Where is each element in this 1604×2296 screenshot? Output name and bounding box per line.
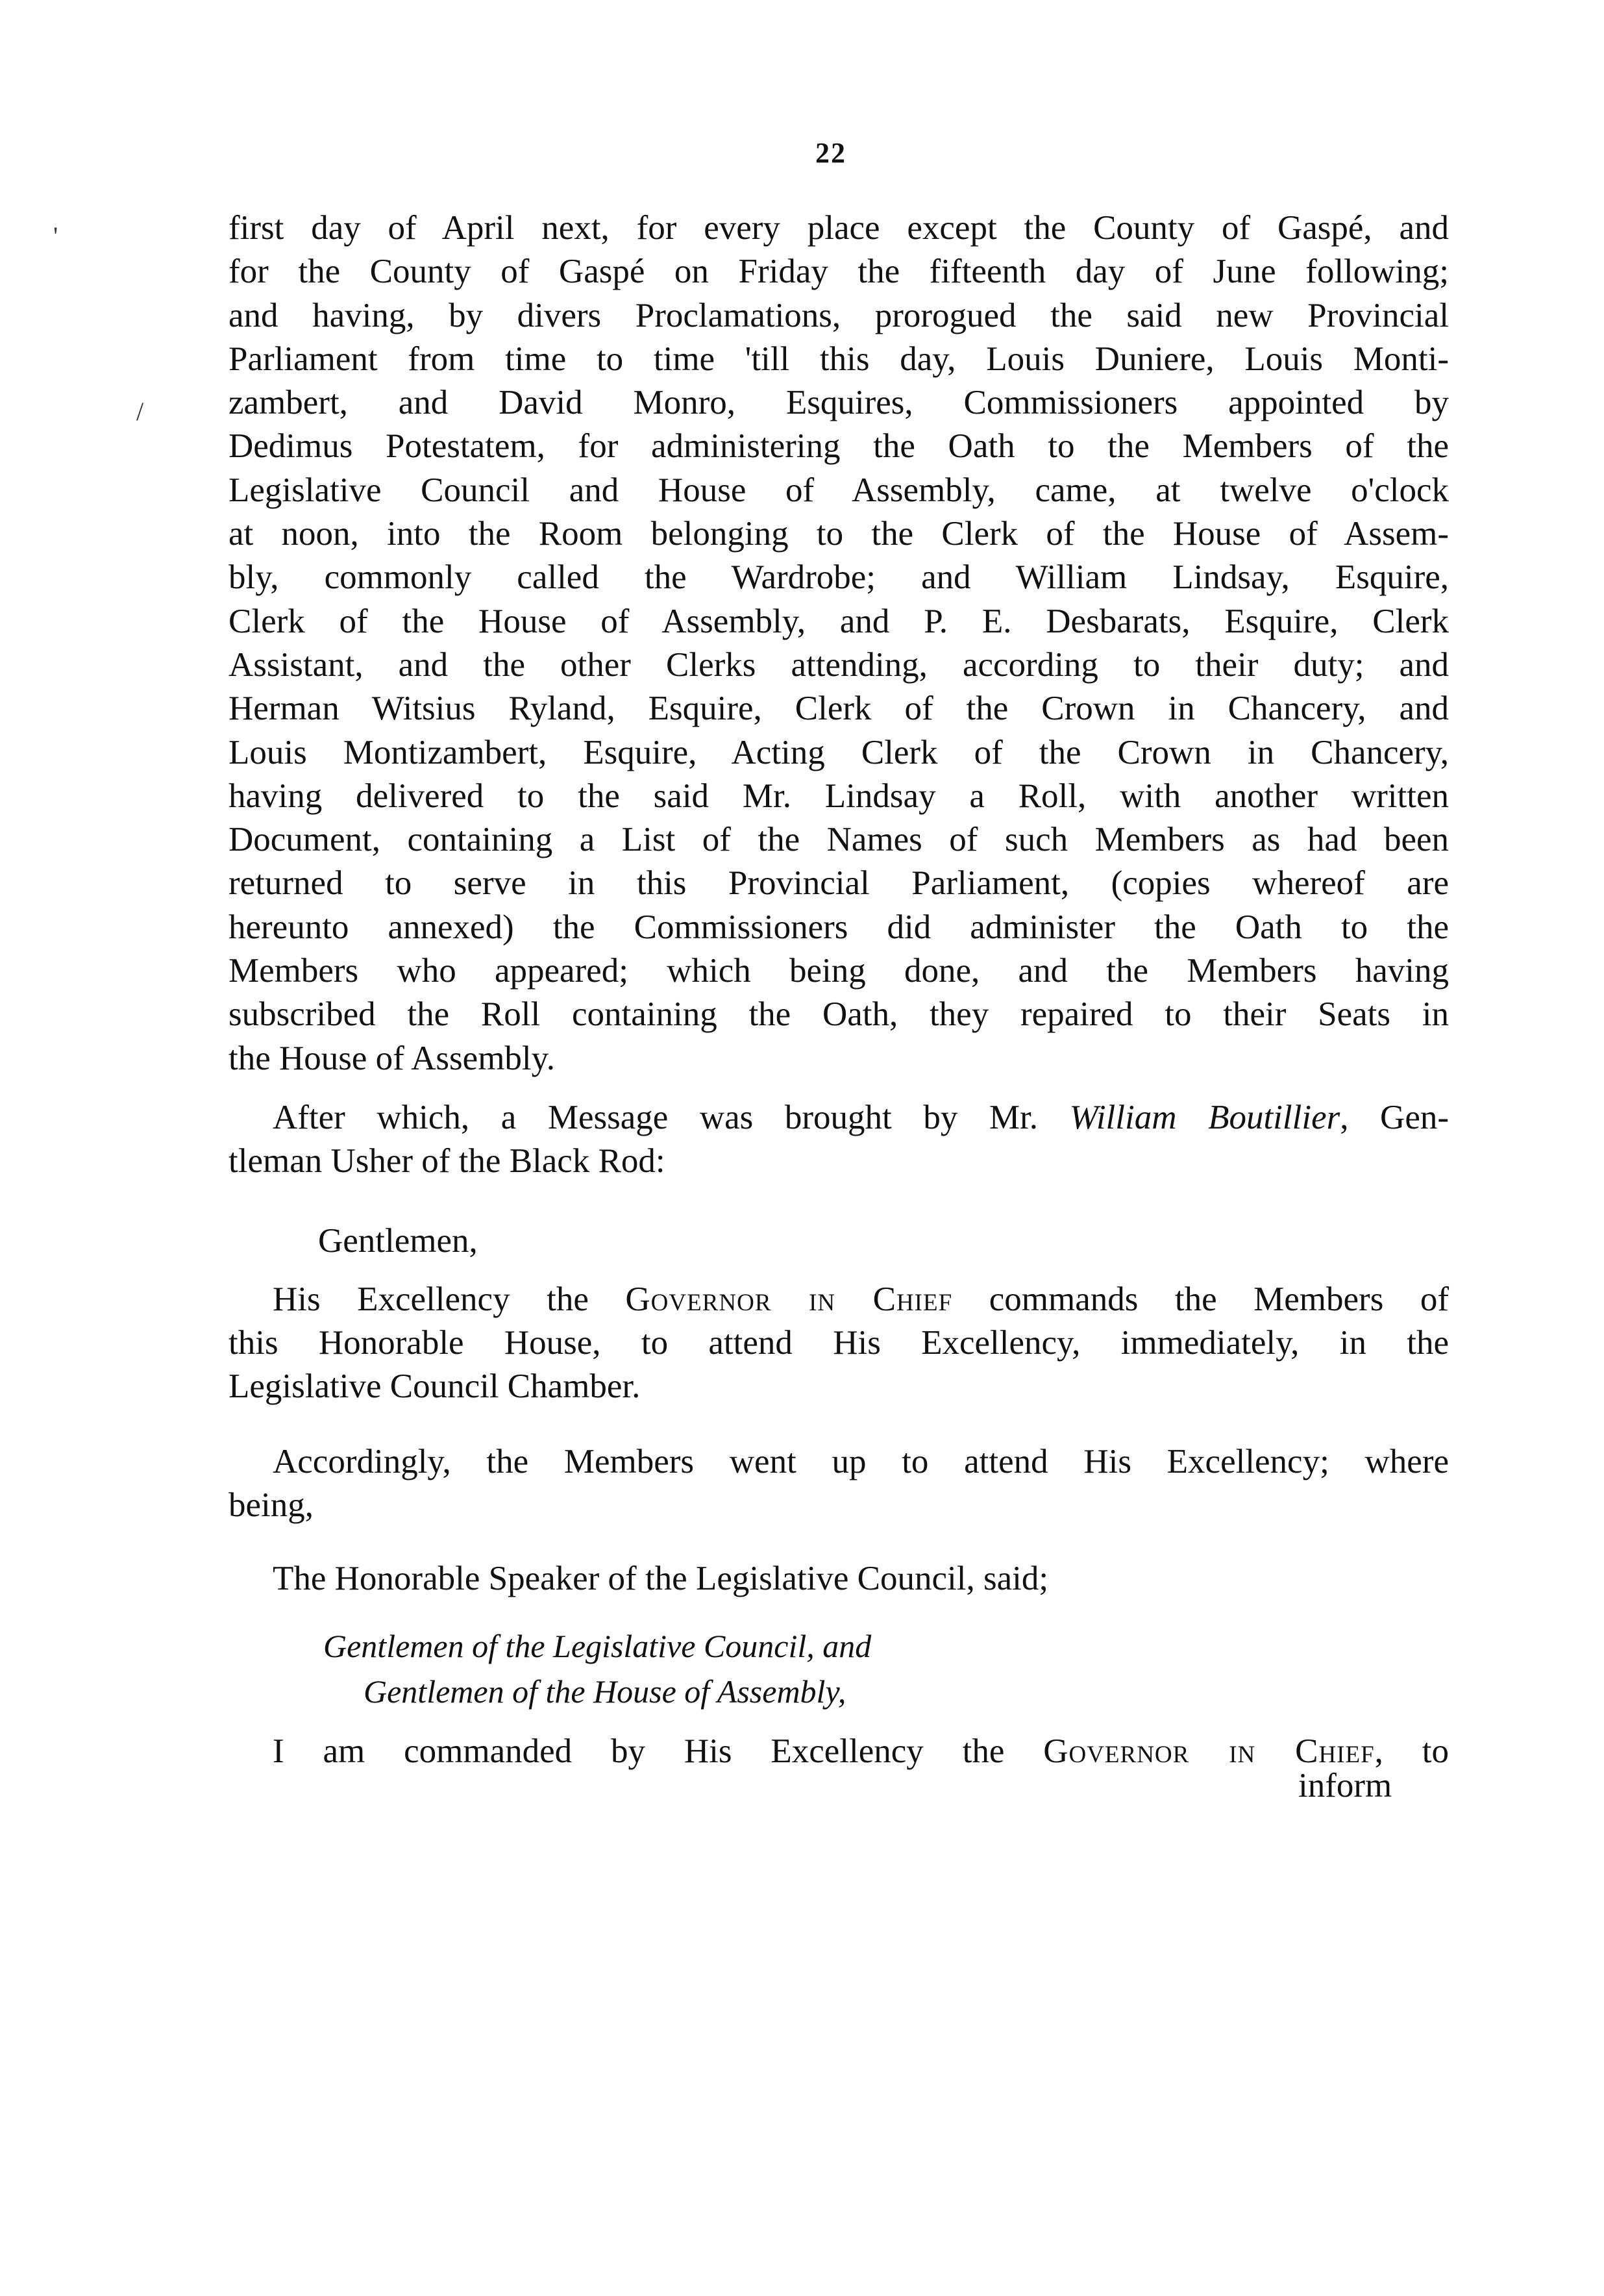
text-line: Herman Witsius Ryland, Esquire, Clerk of the Crown in Chancery, and <box>228 690 1449 728</box>
accordingly-line: Accordingly, the Members went up to attend His Excellency; where <box>273 1443 1449 1480</box>
text-line: Louis Montizambert, Esquire, Acting Clerk of the Crown in Chancery, <box>228 733 1449 771</box>
text-line: Members who appeared; which being done, and the Members having <box>228 952 1449 990</box>
text-line: and having, by divers Proclamations, prorogued the said new Provincial <box>228 296 1449 334</box>
text-line: first day of April next, for every place except the County of Gaspé, and <box>228 209 1449 247</box>
margin-mark: ' <box>53 221 58 251</box>
address-line: Gentlemen of the Legislative Council, and <box>323 1628 872 1664</box>
message-line: After which, a Message was brought by Mr. William Boutillier, Gen- <box>273 1099 1450 1136</box>
text-line: Clerk of the House of Assembly, and P. E. Desbarats, Esquire, Clerk <box>228 602 1449 640</box>
governor-in-chief: Governor in Chief <box>1043 1732 1375 1770</box>
commanded-line: I am commanded by His Excellency the Governor in Chief, to <box>273 1732 1450 1770</box>
governor-in-chief: Governor in Chief <box>625 1280 953 1318</box>
catchword: inform <box>1298 1767 1392 1804</box>
accordingly-line: being, <box>228 1486 314 1524</box>
text-line: for the County of Gaspé on Friday the fifteenth day of June following; <box>228 253 1449 291</box>
message-line: tleman Usher of the Black Rod: <box>228 1142 665 1180</box>
text-line: Document, containing a List of the Names of such Members as had been <box>228 821 1449 859</box>
text-line: hereunto annexed) the Commissioners did administer the Oath to the <box>228 908 1449 946</box>
text-line: subscribed the Roll containing the Oath, they repaired to their Seats in <box>228 995 1449 1034</box>
paragraph-command <box>228 1278 1449 1408</box>
paragraph-commanded <box>228 1730 1449 1773</box>
paragraph-accordingly <box>228 1440 1449 1527</box>
text-line: zambert, and David Monro, Esquires, Commissioners appointed by <box>228 384 1449 422</box>
paragraph-message <box>228 1096 1449 1183</box>
text-line: at noon, into the Room belonging to the Clerk of the House of Assem- <box>228 515 1449 553</box>
text-line: Dedimus Potestatem, for administering the Oath to the Members of the <box>228 427 1449 466</box>
command-line: Legislative Council Chamber. <box>228 1367 641 1405</box>
speaker-line: The Honorable Speaker of the Legislative Council, said; <box>273 1560 1049 1597</box>
text-line: the House of Assembly. <box>228 1039 555 1077</box>
text-line: having delivered to the said Mr. Lindsay a Roll, with another written <box>228 777 1449 815</box>
address-line: Gentlemen of the House of Assembly, <box>364 1673 846 1710</box>
text-line: Parliament from time to time 'till this day, Louis Duniere, Louis Monti- <box>228 340 1449 378</box>
page-number: 22 <box>815 137 846 169</box>
margin-mark: / <box>136 397 144 426</box>
paragraph-commissioners <box>228 206 1449 1080</box>
salutation: Gentlemen, <box>318 1222 478 1260</box>
text-line: Legislative Council and House of Assembly, came, at twelve o'clock <box>228 471 1449 509</box>
text-line: Assistant, and the other Clerks attending, according to their duty; and <box>228 645 1449 684</box>
text-line: bly, commonly called the Wardrobe; and William Lindsay, Esquire, <box>228 558 1449 597</box>
text-line: returned to serve in this Provincial Parliament, (copies whereof are <box>228 864 1449 903</box>
command-line: this Honorable House, to attend His Excellency, immediately, in the <box>228 1324 1449 1362</box>
usher-name: William Boutillier <box>1069 1099 1340 1136</box>
command-line: His Excellency the Governor in Chief commands the Members of <box>273 1280 1450 1318</box>
